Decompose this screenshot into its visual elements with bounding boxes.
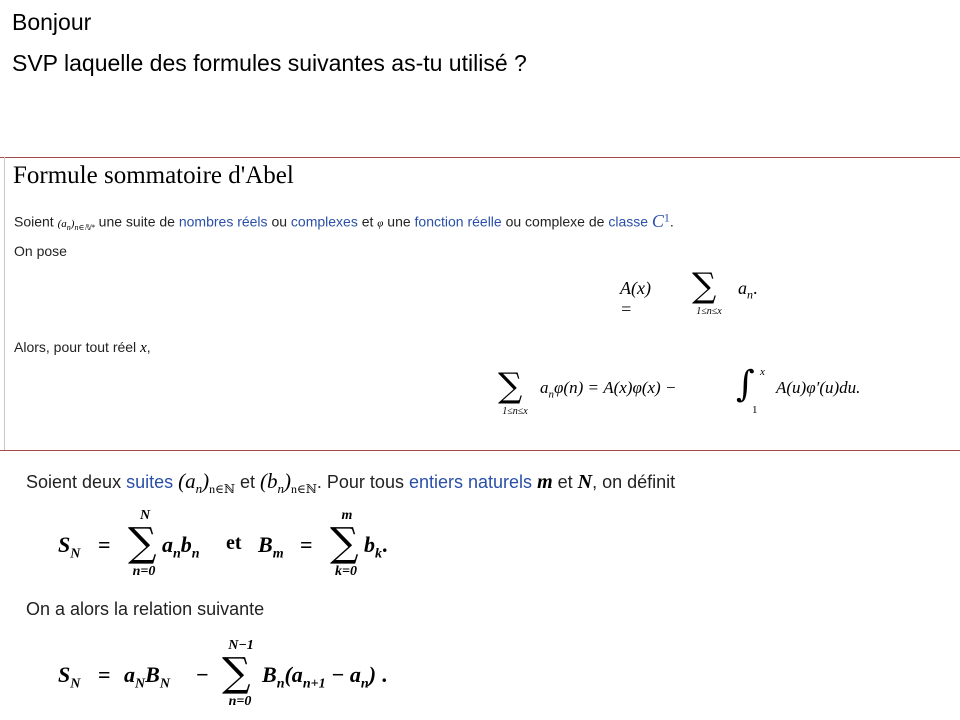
middle-divider	[0, 450, 960, 451]
link-complexes[interactable]: complexes	[290, 213, 358, 230]
link-suites[interactable]: suites	[126, 472, 174, 492]
greeting-line: Bonjour	[12, 9, 92, 35]
formula-summation-by-parts: $S_N$ = $a_NB_N$ − N−1 ∑ n=0 $B_n(a_{n+1} - a_n)$ .	[58, 638, 388, 709]
formula-abel-summation: ∑ 1≤n≤x $a_n\varphi(n) = A(x)\varphi(x)$ − ∫ x 1 A(u)φ′(u)du.	[498, 364, 861, 417]
link-nombres-reels[interactable]: nombres réels	[178, 213, 268, 230]
abel2-intro: Soient deux suites $(a_n)_{n\in ℕ}$ et $(b_n)_{n\in ℕ}$. Pour tous entiers naturels m et N, on définit	[26, 469, 676, 497]
abel-intro: Soient $(a_n)_{n\in ℕ*}$ une suite de nombres réels ou complexes et φ une fonction réelle ou complexe de classe $C^1$.	[14, 210, 674, 232]
seq-bn-2: $(b_n)_{n\in ℕ}$	[260, 469, 317, 497]
left-border	[4, 157, 5, 450]
relation-text: On a alors la relation suivante	[26, 599, 265, 619]
phi-symbol: φ	[377, 217, 384, 230]
section-title: Formule sommatoire d'Abel	[13, 162, 294, 189]
link-entiers-naturels[interactable]: entiers naturels	[408, 472, 533, 492]
seq-an-2: $(a_n)_{n\in ℕ}$	[178, 469, 235, 497]
question-line: SVP laquelle des formules suivantes as-tu utilisé ?	[12, 50, 527, 76]
top-divider	[0, 157, 960, 158]
formula-sn-bm: $S_N$ = N ∑ n=0 $a_nb_n$ et $B_m$ = m ∑ k=0 $b_k$.	[58, 508, 388, 579]
text-soient: Soient	[14, 213, 54, 230]
link-fonction-reelle[interactable]: fonction réelle	[414, 213, 502, 230]
seq-an: $(a_n)_{n\in ℕ*}$	[57, 217, 95, 232]
alors-text: Alors, pour tout réel x,	[14, 339, 151, 356]
link-c1[interactable]: $C^1$	[651, 210, 670, 231]
on-pose-text: On pose	[14, 243, 67, 259]
link-classe[interactable]: classe	[608, 213, 649, 230]
